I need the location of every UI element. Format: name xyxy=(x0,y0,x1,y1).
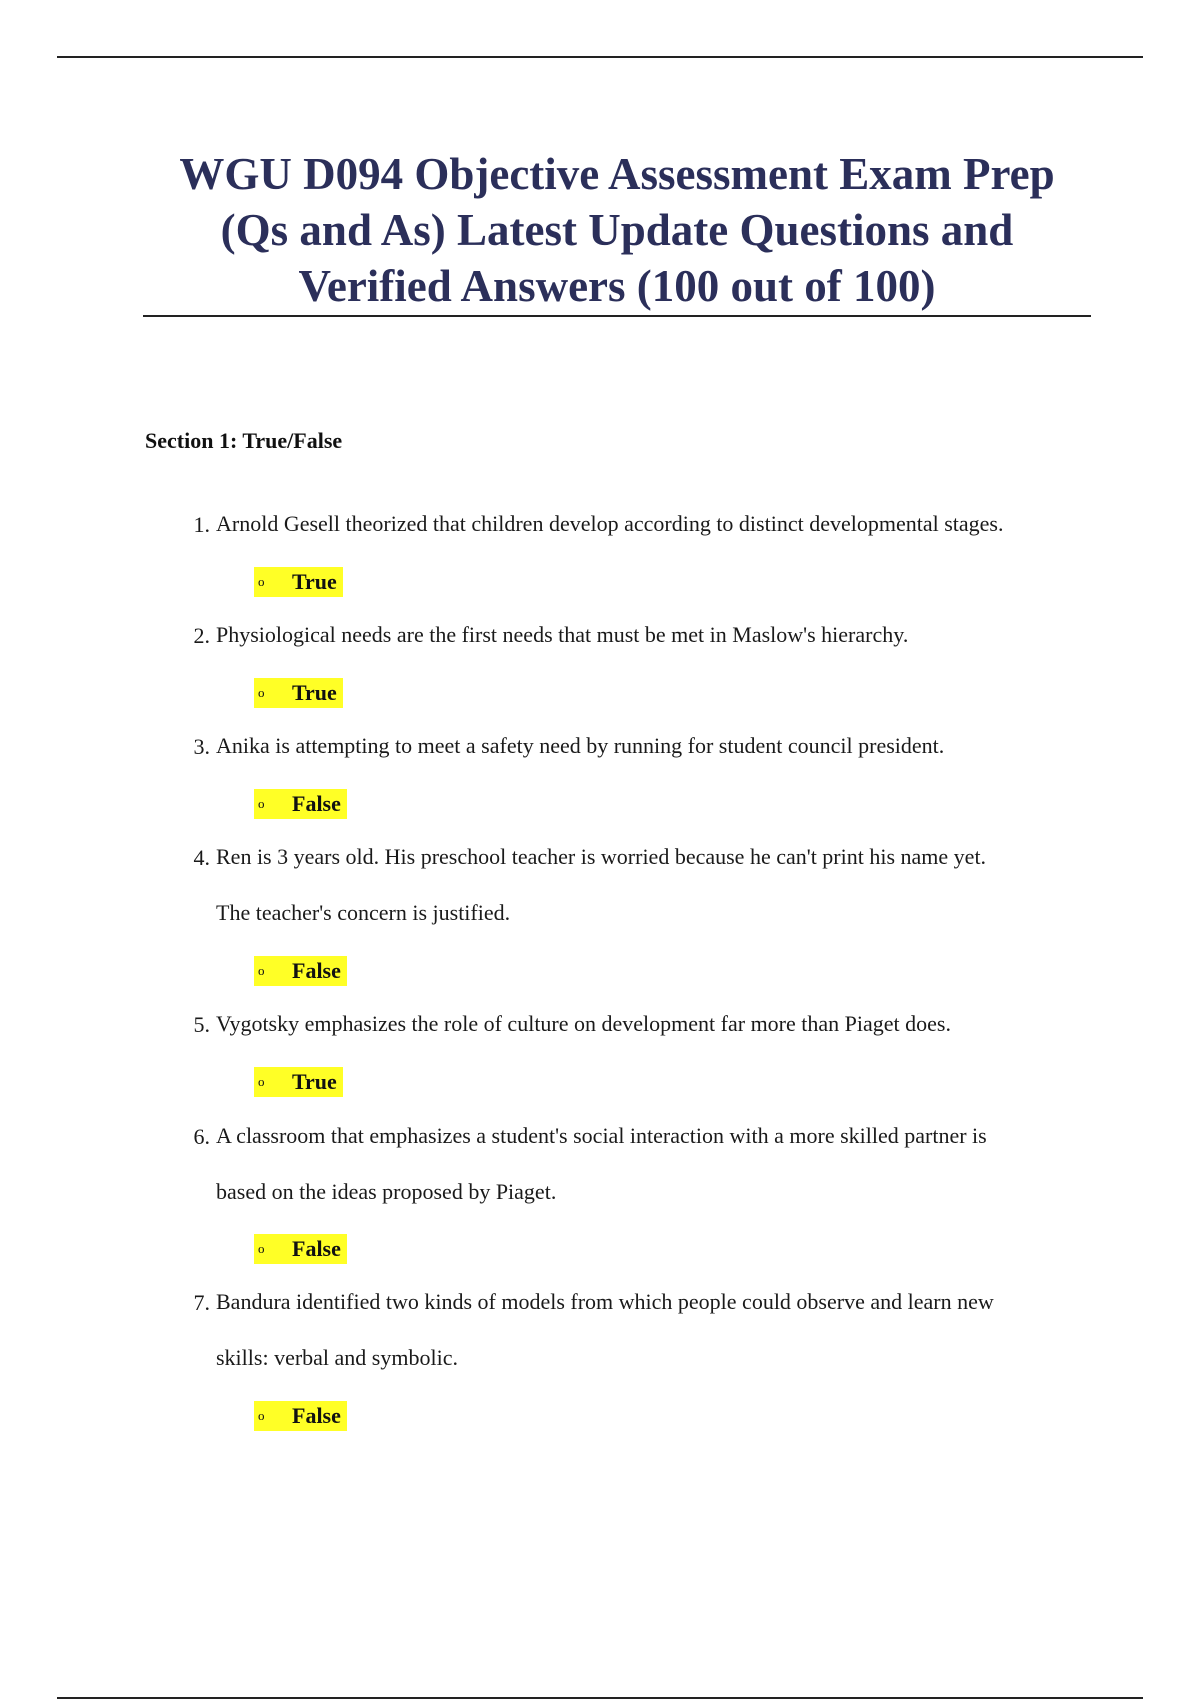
question-number: 3. xyxy=(193,734,210,759)
answer-highlight xyxy=(254,956,347,986)
question-number: 1. xyxy=(193,512,210,537)
answer-highlight xyxy=(254,1067,343,1097)
answer-highlight xyxy=(254,1234,347,1264)
page-title xyxy=(143,146,1091,314)
question-text: Vygotsky emphasizes the role of culture on development far more than Piaget does. xyxy=(216,1011,951,1036)
question-text: The teacher's concern is justified. xyxy=(216,900,511,925)
question-number: 6. xyxy=(193,1124,210,1149)
question-text: Physiological needs are the first needs that must be met in Maslow's hierarchy. xyxy=(216,622,909,647)
question-text: Ren is 3 years old. His preschool teacher is worried because he can't print his name yet. xyxy=(216,844,987,869)
title-line: Verified Answers (100 out of 100) xyxy=(298,261,936,311)
bullet-icon: o xyxy=(258,685,265,700)
top-rule xyxy=(57,56,1143,58)
title-underline xyxy=(143,315,1091,317)
answer-text: False xyxy=(292,1236,341,1261)
bullet-icon: o xyxy=(258,963,265,978)
answer-text: True xyxy=(292,680,337,705)
bullet-icon: o xyxy=(258,574,265,589)
question-number: 2. xyxy=(193,623,210,648)
question-text: Anika is attempting to meet a safety need by running for student council president. xyxy=(216,733,945,758)
question-number: 4. xyxy=(193,845,210,870)
bullet-icon: o xyxy=(258,1241,265,1256)
title-line: WGU D094 Objective Assessment Exam Prep xyxy=(179,149,1055,199)
answer-highlight xyxy=(254,1401,347,1431)
answer-text: False xyxy=(292,791,341,816)
section-heading: Section 1: True/False xyxy=(145,428,343,453)
answer-highlight xyxy=(254,567,343,597)
bullet-icon: o xyxy=(258,796,265,811)
title-line: (Qs and As) Latest Update Questions and xyxy=(220,205,1014,255)
answer-text: False xyxy=(292,1403,341,1428)
question-text: based on the ideas proposed by Piaget. xyxy=(216,1179,557,1204)
question-number: 5. xyxy=(193,1012,210,1037)
answer-text: False xyxy=(292,958,341,983)
question-number: 7. xyxy=(193,1290,210,1315)
answer-text: True xyxy=(292,569,337,594)
bottom-rule xyxy=(57,1697,1143,1699)
answer-highlight xyxy=(254,678,343,708)
bullet-icon: o xyxy=(258,1074,265,1089)
answer-text: True xyxy=(292,1069,337,1094)
question-text: skills: verbal and symbolic. xyxy=(216,1345,458,1370)
question-text: A classroom that emphasizes a student's social interaction with a more skilled partner is xyxy=(216,1123,987,1148)
question-text: Bandura identified two kinds of models from which people could observe and learn new xyxy=(216,1289,994,1314)
question-text: Arnold Gesell theorized that children develop according to distinct developmental stages. xyxy=(216,511,1004,536)
answer-highlight xyxy=(254,789,347,819)
bullet-icon: o xyxy=(258,1408,265,1423)
